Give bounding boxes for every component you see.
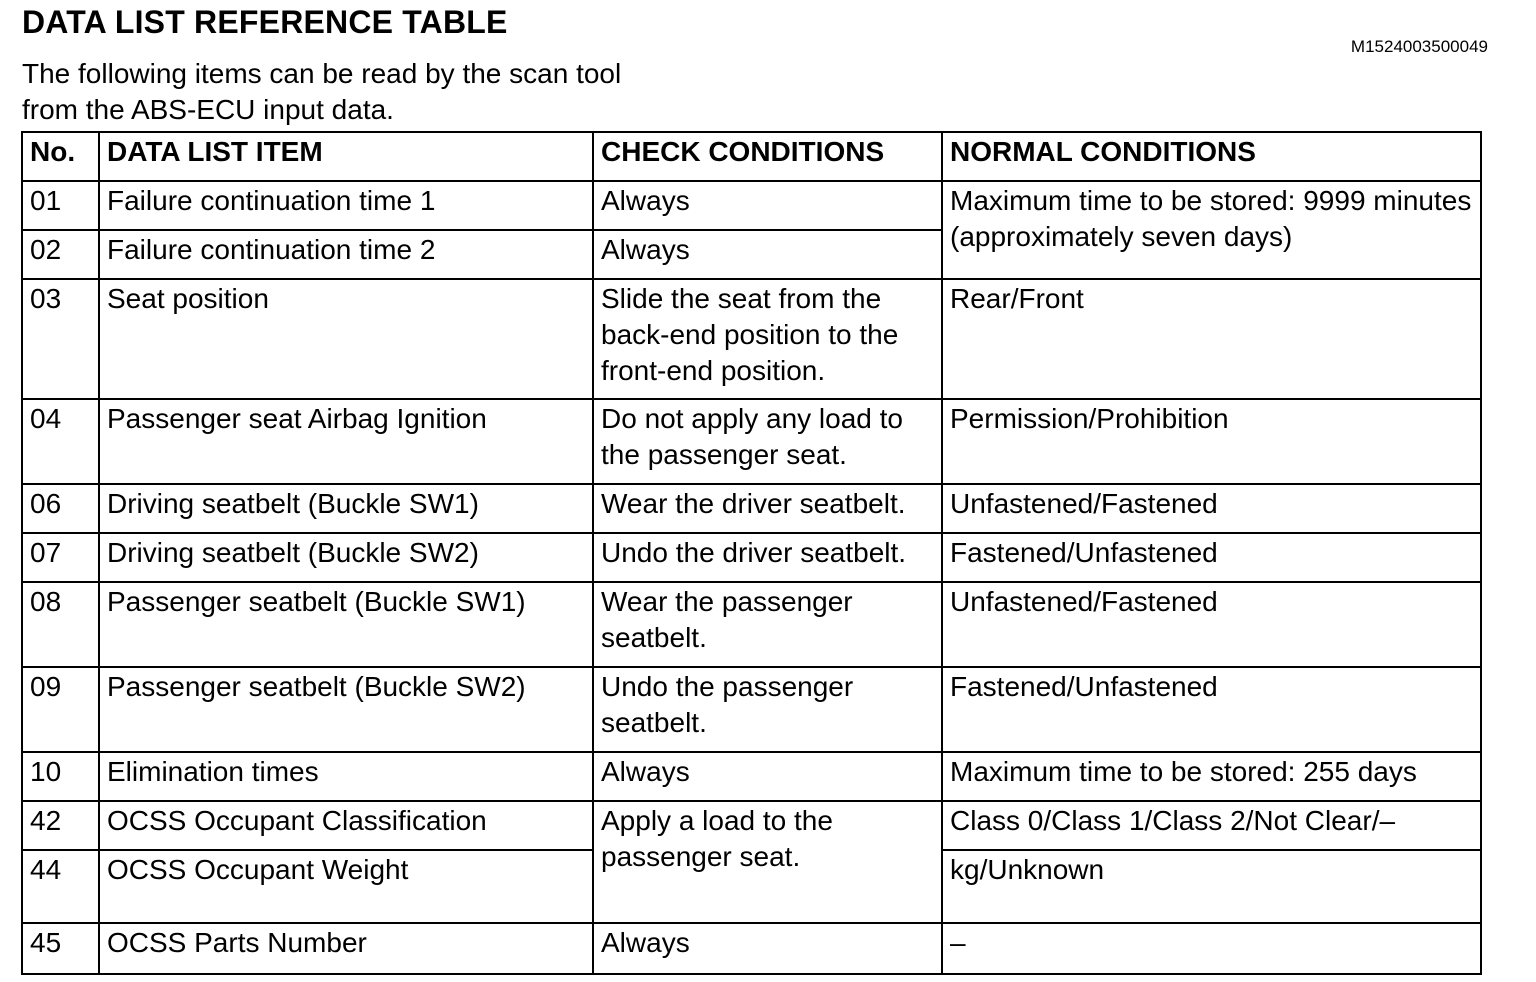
cell-normal: Fastened/Unfastened (942, 533, 1481, 582)
table-row (22, 667, 1481, 752)
cell-no: 06 (22, 484, 99, 533)
cell-normal: Maximum time to be stored: 9999 minutes (approximately seven days) (942, 181, 1481, 279)
cell-check: Do not apply any load to the passenger seat. (593, 399, 942, 484)
cell-normal: kg/Unknown (942, 850, 1481, 923)
cell-normal: Unfastened/Fastened (942, 582, 1481, 667)
col-header-check: CHECK CONDITIONS (593, 132, 942, 181)
table-row (22, 399, 1481, 484)
figure-id: M1524003500049 (1350, 37, 1488, 56)
cell-no: 02 (22, 230, 99, 279)
cell-item: OCSS Occupant Weight (99, 850, 593, 923)
cell-item: OCSS Occupant Classification (99, 801, 593, 850)
cell-no: 07 (22, 533, 99, 582)
cell-item: Failure continuation time 2 (99, 230, 593, 279)
table-row (22, 801, 1481, 850)
cell-check: Wear the driver seatbelt. (593, 484, 942, 533)
cell-check: Always (593, 181, 942, 230)
cell-check: Slide the seat from the back-end position to the front-end position. (593, 279, 942, 399)
cell-no: 03 (22, 279, 99, 399)
cell-item: Driving seatbelt (Buckle SW2) (99, 533, 593, 582)
cell-no: 09 (22, 667, 99, 752)
intro-line-1: The following items can be read by the scan tool (22, 58, 622, 89)
cell-normal: Class 0/Class 1/Class 2/Not Clear/– (942, 801, 1481, 850)
cell-normal: Fastened/Unfastened (942, 667, 1481, 752)
cell-check: Always (593, 752, 942, 801)
cell-item: Passenger seatbelt (Buckle SW1) (99, 582, 593, 667)
table-row (22, 181, 1481, 230)
table-row (22, 582, 1481, 667)
table-row (22, 484, 1481, 533)
cell-check: Undo the passenger seatbelt. (593, 667, 942, 752)
cell-no: 44 (22, 850, 99, 923)
cell-item: Failure continuation time 1 (99, 181, 593, 230)
table-row (22, 752, 1481, 801)
cell-check: Always (593, 230, 942, 279)
cell-check: Always (593, 923, 942, 974)
cell-check: Wear the passenger seatbelt. (593, 582, 942, 667)
intro-text (22, 56, 621, 128)
cell-no: 04 (22, 399, 99, 484)
table-row (22, 279, 1481, 399)
page-title: DATA LIST REFERENCE TABLE (22, 4, 508, 40)
table-row (22, 923, 1481, 974)
cell-check: Undo the driver seatbelt. (593, 533, 942, 582)
cell-item: Passenger seatbelt (Buckle SW2) (99, 667, 593, 752)
table-header-row (22, 132, 1481, 181)
cell-item: OCSS Parts Number (99, 923, 593, 974)
cell-normal: Permission/Prohibition (942, 399, 1481, 484)
cell-no: 45 (22, 923, 99, 974)
cell-no: 08 (22, 582, 99, 667)
cell-item: Seat position (99, 279, 593, 399)
col-header-item: DATA LIST ITEM (99, 132, 593, 181)
cell-normal: – (942, 923, 1481, 974)
cell-check: Apply a load to the passenger seat. (593, 801, 942, 923)
cell-item: Passenger seat Airbag Ignition (99, 399, 593, 484)
cell-no: 10 (22, 752, 99, 801)
cell-no: 42 (22, 801, 99, 850)
data-list-table (21, 131, 1482, 975)
col-header-normal: NORMAL CONDITIONS (942, 132, 1481, 181)
cell-normal: Maximum time to be stored: 255 days (942, 752, 1481, 801)
cell-item: Driving seatbelt (Buckle SW1) (99, 484, 593, 533)
intro-line-2: from the ABS-ECU input data. (22, 94, 394, 125)
cell-normal: Unfastened/Fastened (942, 484, 1481, 533)
cell-normal: Rear/Front (942, 279, 1481, 399)
cell-item: Elimination times (99, 752, 593, 801)
col-header-no: No. (22, 132, 99, 181)
cell-no: 01 (22, 181, 99, 230)
table-row (22, 533, 1481, 582)
